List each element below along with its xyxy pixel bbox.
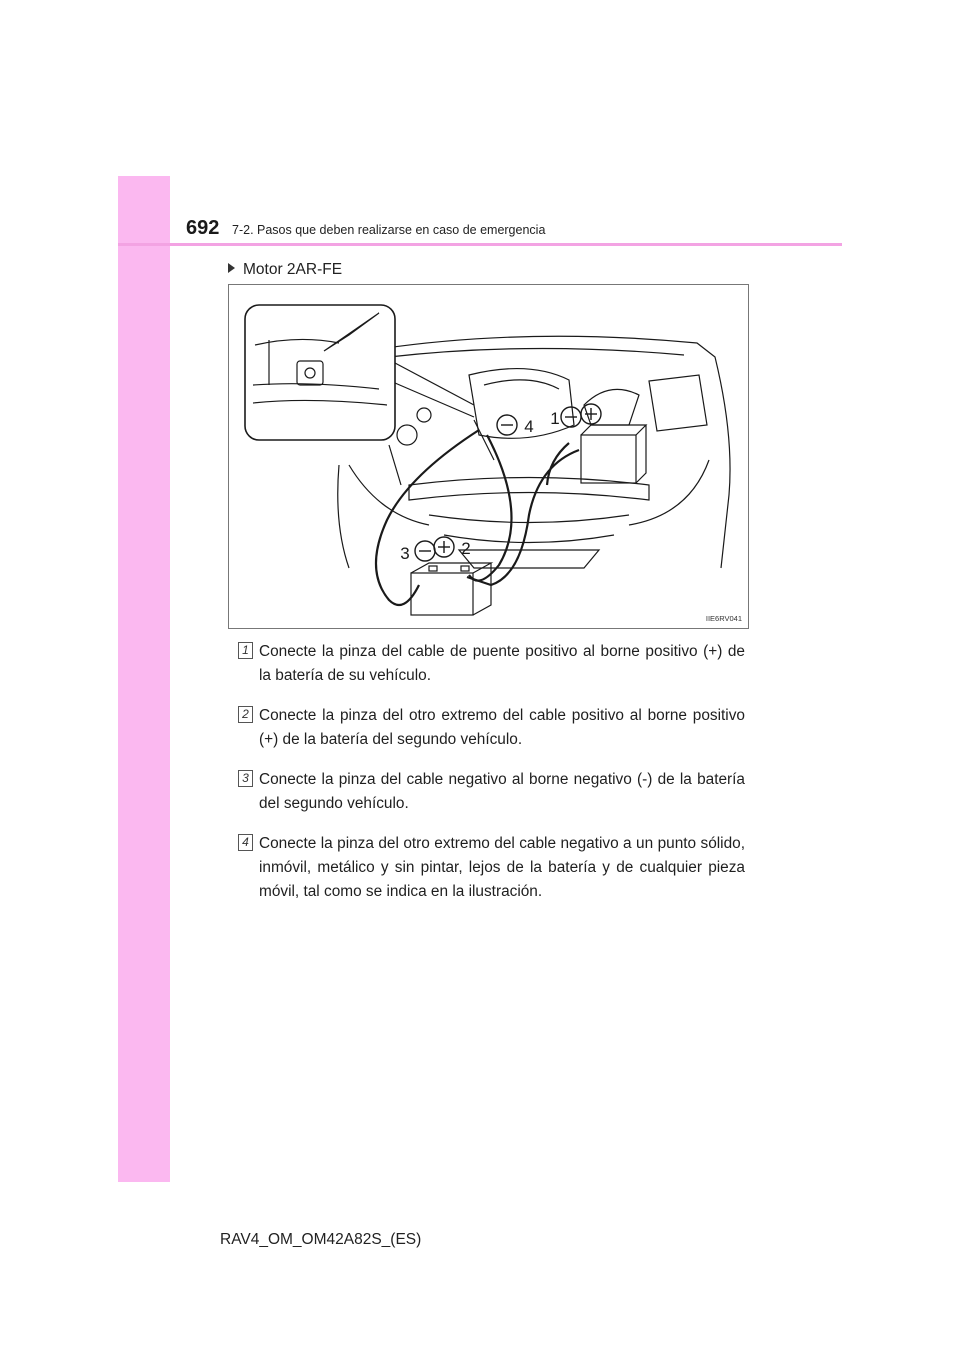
section-title: 7-2. Pasos que deben realizarse en caso de emergencia xyxy=(232,223,546,237)
step-item xyxy=(238,832,745,904)
step-item xyxy=(238,640,745,688)
step-number: 1 xyxy=(238,642,253,659)
figure-code: IIE6RV041 xyxy=(705,614,742,623)
step-text: Conecte la pinza del cable de puente positivo al borne positivo (+) de la batería de su vehículo. xyxy=(259,643,745,684)
callout-1: 1 xyxy=(550,409,560,428)
triangle-bullet-icon xyxy=(228,263,235,273)
steps-list xyxy=(238,640,745,920)
header-divider xyxy=(118,243,842,246)
callout-3: 3 xyxy=(400,544,410,563)
page-number: 692 xyxy=(186,217,220,239)
step-number: 3 xyxy=(238,770,253,787)
step-item xyxy=(238,704,745,752)
side-tab-band xyxy=(118,176,170,1182)
step-number: 4 xyxy=(238,834,253,851)
step-text: Conecte la pinza del cable negativo al borne negativo (-) de la batería del segundo vehículo. xyxy=(259,771,745,812)
step-item xyxy=(238,768,745,816)
step-text: Conecte la pinza del otro extremo del cable positivo al borne positivo (+) de la batería del segundo vehículo. xyxy=(259,707,745,748)
callout-4: 4 xyxy=(524,417,534,436)
step-number: 2 xyxy=(238,706,253,723)
engine-jump-start-illustration xyxy=(228,284,749,629)
step-text: Conecte la pinza del otro extremo del cable negativo a un punto sólido, inmóvil, metálico y sin pintar, lejos de la batería y de cualquier pieza móvil, tal como se indica en la ilustración. xyxy=(259,835,745,900)
subsection-heading xyxy=(228,262,342,278)
callout-2: 2 xyxy=(461,539,471,558)
subsection-label: Motor 2AR-FE xyxy=(243,261,343,278)
engine-bay-drawing xyxy=(229,285,748,628)
document-code: RAV4_OM_OM42A82S_(ES) xyxy=(220,1231,422,1248)
